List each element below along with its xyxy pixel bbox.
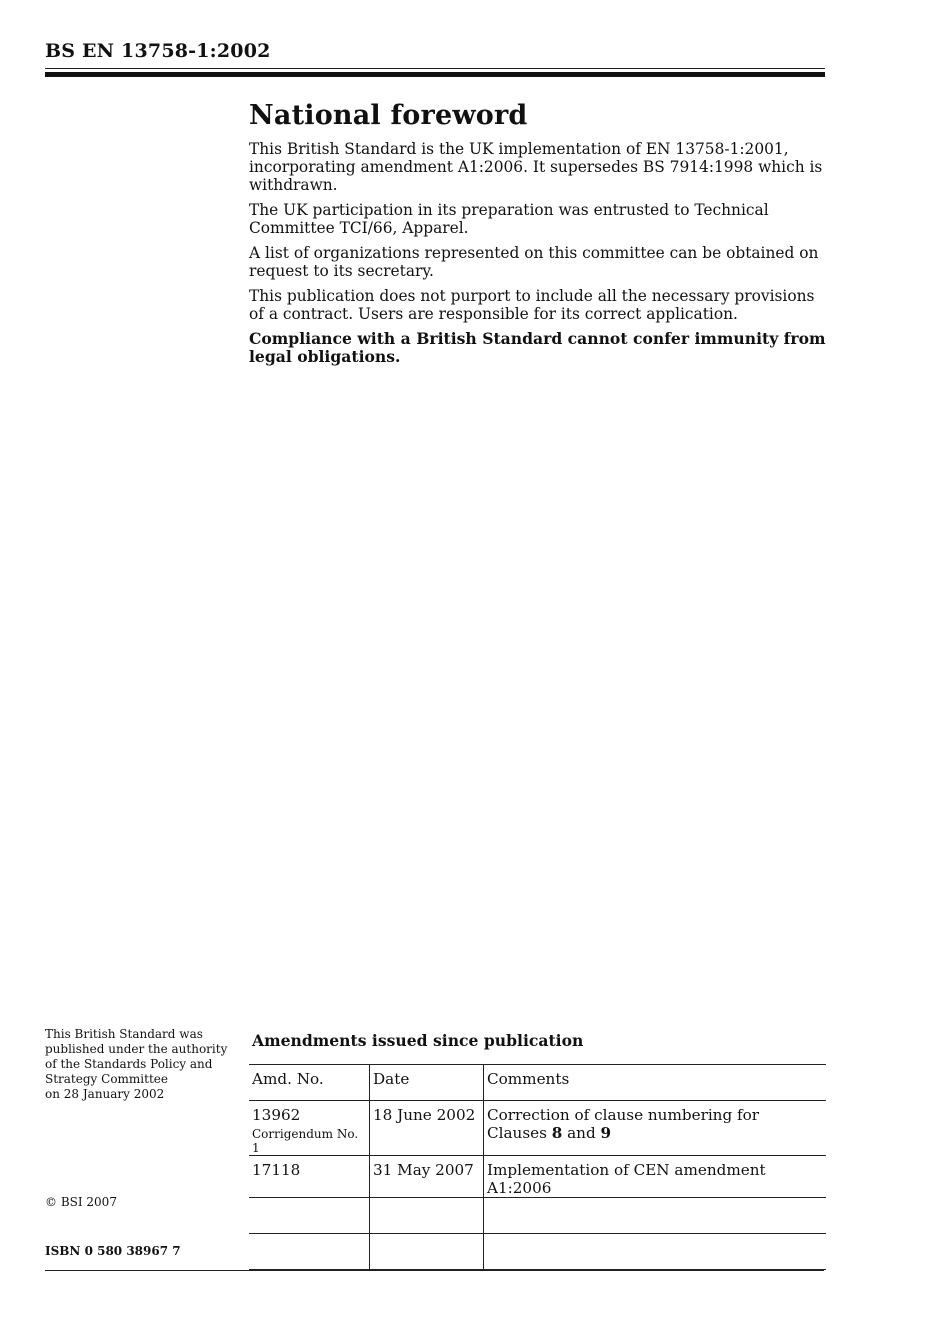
table-header-row [249, 1065, 826, 1101]
compliance-statement: Compliance with a British Standard cannot confer immunity from legal obligations. [249, 329, 826, 366]
note-line: This British Standard was [45, 1027, 203, 1041]
corrigendum-label: Corrigendum No. 1 [252, 1127, 359, 1155]
table-row-empty [249, 1198, 826, 1234]
note-line: published under the authority [45, 1042, 228, 1056]
isbn-number: ISBN 0 580 38967 7 [45, 1244, 181, 1258]
table-row [249, 1156, 826, 1198]
header-rule-thick [45, 72, 825, 77]
note-line: on 28 January 2002 [45, 1087, 165, 1101]
column-header-comments: Comments [484, 1065, 827, 1101]
clause-number: 9 [600, 1124, 612, 1142]
amendment-number: 17118 [249, 1156, 370, 1198]
amendment-date: 18 June 2002 [370, 1101, 484, 1156]
amendment-number-cell [249, 1101, 370, 1156]
amendment-comment [484, 1101, 827, 1156]
foreword-paragraph-provisions: This publication does not purport to include all the necessary provisions of a contract. Users are responsible for its correct application. [249, 287, 815, 323]
column-header-amd-no: Amd. No. [249, 1065, 370, 1101]
comment-text: Correction of clause numbering for Clauses [487, 1106, 760, 1142]
copyright-notice: © BSI 2007 [45, 1195, 117, 1209]
table-row [249, 1101, 826, 1156]
footer-rule [45, 1270, 824, 1271]
foreword-paragraph-participation: The UK participation in its preparation was entrusted to Technical Committee TCI/66, Apparel. [249, 201, 769, 237]
publication-authority-note [45, 1027, 235, 1102]
page-title: National foreword [249, 100, 528, 131]
table-row-empty [249, 1234, 826, 1270]
note-line: Strategy Committee [45, 1072, 168, 1086]
header-rule-thin [45, 68, 825, 69]
amendment-comment: Implementation of CEN amendment A1:2006 [484, 1156, 827, 1198]
note-line: of the Standards Policy and [45, 1057, 213, 1071]
national-foreword-section [249, 100, 829, 373]
clause-number: 8 [551, 1124, 563, 1142]
document-code: BS EN 13758-1:2002 [45, 40, 271, 62]
foreword-paragraph-implementation: This British Standard is the UK implementation of EN 13758-1:2001, incorporating amendment A1:2006. It supersedes BS 7914:1998 which is withdrawn. [249, 140, 823, 194]
amendments-title: Amendments issued since publication [252, 1031, 584, 1050]
amendment-date: 31 May 2007 [370, 1156, 484, 1198]
foreword-paragraph-committee-list: A list of organizations represented on this committee can be obtained on request to its secretary. [249, 244, 819, 280]
amendments-table [249, 1064, 826, 1270]
column-header-date: Date [370, 1065, 484, 1101]
amendment-number: 13962 [252, 1106, 301, 1124]
comment-text: and [562, 1124, 601, 1142]
